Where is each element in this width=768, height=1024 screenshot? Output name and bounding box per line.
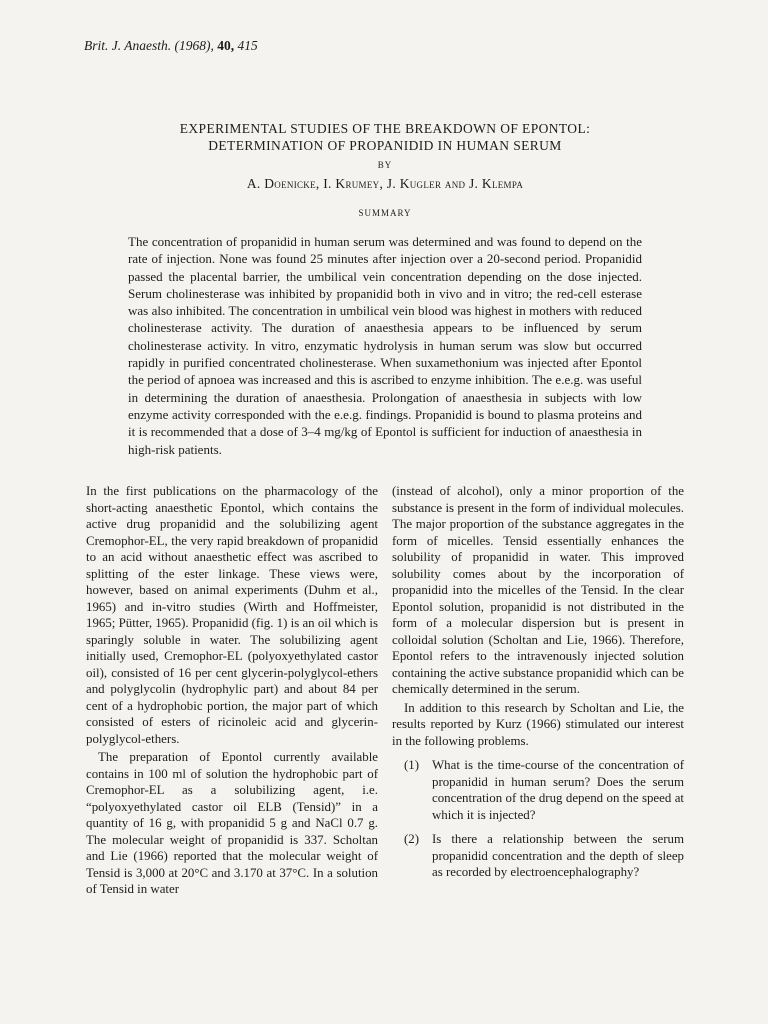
question-item-2 — [392, 831, 684, 881]
question-text-1: What is the time-course of the concentration of propanidid in human serum? Does the serum concentration of the drug depend on the speed at which it is injected? — [432, 758, 684, 822]
journal-volume: 40, — [217, 38, 235, 53]
journal-year: (1968), — [174, 38, 214, 53]
title-block — [100, 120, 670, 218]
question-number-2: (2) — [404, 832, 420, 846]
journal-citation — [84, 38, 258, 54]
question-number-1: (1) — [404, 758, 420, 772]
summary-heading: SUMMARY — [358, 208, 412, 218]
article-title-line-1: EXPERIMENTAL STUDIES OF THE BREAKDOWN OF EPONTOL: — [179, 121, 591, 136]
author-list: A. Doenicke, I. Krumey, J. Kugler and J. Klempa — [246, 176, 524, 191]
journal-page: 415 — [237, 38, 258, 53]
article-title-line-2: DETERMINATION OF PROPANIDID IN HUMAN SERUM — [208, 138, 562, 153]
left-paragraph-1: In the first publications on the pharmacology of the short-acting anaesthetic Epontol, which contains the active drug propanidid and the solubilizing agent Cremophor-EL, the very rapid breakdown of propanidid to an acid without anaesthetic effect was ascribed to splitting of the ester linkage. These views were, however, based on animal experiments (Duhm et al., 1965) and in-vitro studies (Wirth and Hoffmeister, 1965; Pütter, 1965). Propanidid (fig. 1) is an oil which is sparingly soluble in water. The solubilizing agent initially used, Cremophor-EL (polyoxyethylated castor oil), consisted of 16 per cent glycerin-polyglycol-ethers and polyglycolin (hydrophylic part) and about 84 per cent of a hydrophobic portion, the major part of which consisted of esters of ricinoleic acid and glycerin-polyglycol-ethers. — [86, 484, 379, 746]
journal-name: Brit. J. Anaesth. — [84, 38, 172, 53]
left-paragraph-2: The preparation of Epontol currently available contains in 100 ml of solution the hydrophobic part of Cremophor-EL as a solubilizing agent, i.e. “polyoxyethylated castor oil ELB (Tensid)” in a quantity of 16 g, with propanidid 5 g and NaCl 0.7 g. The molecular weight of propanidid is 337. Scholtan and Lie (1966) reported that the molecular weight of Tensid is 3,000 at 20°C and 3.170 at 37°C. In a solution of Tensid in water — [86, 750, 378, 896]
right-paragraph-1: (instead of alcohol), only a minor proportion of the substance is present in the form of individual molecules. The major proportion of the substance aggregates in the form of micelles. Tensid essentially enhances the solubility of propanidid in water. This improved solubility comes about by the incorporation of propanidid into the micelles of the Tensid. In the clear Epontol solution, propanidid is not distributed in the form of a molecular dispersion but is present in colloidal solution (Scholtan and Lie, 1966). Therefore, Epontol refers to the intravenously injected solution containing the active substance propanidid which can be chemically determined in the serum. — [392, 484, 684, 696]
right-column — [392, 483, 684, 889]
left-column — [86, 483, 378, 898]
question-list — [392, 757, 684, 881]
summary-text: The concentration of propanidid in human serum was determined and was found to depend on the rate of injection. None was found 25 minutes after injection over a 20-second period. Propanidid passed the placental barrier, the umbilical vein concentration depending on the dose injected. Serum cholinesterase was inhibited by propanidid both in vivo and in vitro; the red-cell esterase was also inhibited. The concentration in umbilical vein blood was highest in mothers with reduced cholinesterase activity. The duration of anaesthesia appears to be influenced by serum cholinesterase activity. In vitro, enzymatic hydrolysis in human serum was slow but occurred rapidly in purified concentrated cholinesterase. When suxamethonium was injected after Epontol the period of apnoea was increased and this is ascribed to enzyme inhibition. The e.e.g. was useful in determining the duration of anaesthesia. Prolongation of anaesthesia in subjects with low enzyme activity corresponded with the e.e.g. findings. Propanidid is bound to plasma proteins and it is recommended that a dose of 3–4 mg/kg of Epontol is sufficient for induction of anaesthesia in high-risk patients. — [128, 234, 642, 457]
right-paragraph-2: In addition to this research by Scholtan and Lie, the results reported by Kurz (1966) stimulated our interest in the following problems. — [392, 700, 684, 748]
question-text-2: Is there a relationship between the serum propanidid concentration and the depth of sleep as recorded by electroencephalography? — [432, 832, 684, 879]
question-item-1 — [392, 757, 684, 823]
by-label: BY — [377, 160, 393, 170]
